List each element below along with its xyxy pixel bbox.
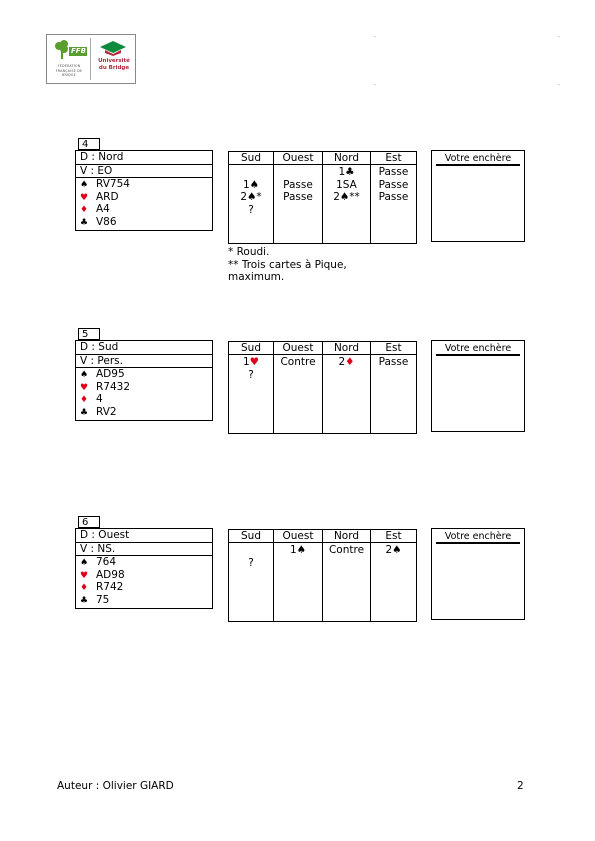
bid-column-sud	[229, 355, 274, 434]
header-dot: .	[374, 32, 376, 39]
bid-column-sud	[229, 165, 274, 244]
bid-entry: Contre	[280, 356, 316, 368]
deal-number: 5	[78, 328, 100, 340]
suit-cards: 4	[96, 393, 103, 405]
hand-suit-row	[76, 381, 212, 394]
bid-column-ouest	[274, 355, 323, 434]
bid-entry	[229, 544, 273, 557]
vulnerability-label: V : Pers.	[76, 355, 212, 369]
vulnerability-label: V : NS.	[76, 543, 212, 557]
bid-column-nord	[323, 165, 371, 244]
universite-logo-icon	[99, 40, 127, 56]
bidding-table	[228, 151, 417, 244]
bid-header-ouest: Ouest	[274, 530, 323, 543]
vulnerability-label: V : EO	[76, 165, 212, 179]
hand-suit-row	[76, 594, 212, 607]
logo	[46, 34, 136, 84]
suit-cards: AD95	[96, 368, 125, 380]
bid-entry: Passe	[378, 356, 409, 368]
bid-header-nord: Nord	[323, 152, 371, 165]
bid-entry: Passe	[378, 166, 409, 178]
bid-entry: 1♣	[338, 166, 355, 178]
bid-entry: 2♠	[385, 544, 402, 556]
footer-author: Auteur : Olivier GIARD	[57, 780, 174, 792]
diamond-icon: ♦	[80, 395, 89, 405]
suit-cards: R742	[96, 581, 124, 593]
bid-column-ouest	[274, 543, 323, 622]
bid-header-ouest: Ouest	[274, 342, 323, 355]
suit-cards: A4	[96, 203, 110, 215]
bid-entry: Passe	[283, 178, 313, 191]
hand-box	[75, 340, 213, 421]
bid-entry: Passe	[378, 191, 409, 203]
club-icon: ♣	[80, 407, 89, 418]
suit-cards: AD98	[96, 568, 125, 581]
bid-header-est: Est	[371, 342, 417, 355]
bid-header-nord: Nord	[323, 530, 371, 543]
hand-suit-row	[76, 178, 212, 191]
hand-suit-row	[76, 203, 212, 216]
hand-box	[75, 150, 213, 231]
bid-column-est	[371, 165, 417, 244]
bid-column-nord	[323, 355, 371, 434]
hand-suit-row	[76, 368, 212, 381]
bidding-table	[228, 529, 417, 622]
bid-header-est: Est	[371, 530, 417, 543]
ffb-logo-text: FFB	[71, 47, 86, 55]
deal-number: 6	[78, 516, 100, 528]
header-dot: .	[374, 80, 376, 87]
bid-column-est	[371, 355, 417, 434]
bid-entry: Passe	[283, 191, 313, 203]
bid-entry	[229, 166, 273, 179]
answer-box[interactable]	[431, 528, 525, 620]
suit-cards: V86	[96, 215, 117, 228]
ffb-logo-subtitle: FÉDÉRATION FRANÇAISE DE BRIDGE	[55, 64, 83, 77]
bid-header-nord: Nord	[323, 342, 371, 355]
bid-column-ouest	[274, 165, 323, 244]
page-number: 2	[517, 780, 524, 792]
heart-icon: ♥	[80, 192, 89, 203]
dealer-label: D : Sud	[76, 341, 212, 355]
bid-column-est	[371, 543, 417, 622]
suit-cards: 75	[96, 593, 110, 606]
heart-icon: ♥	[80, 382, 89, 393]
club-icon: ♣	[80, 595, 89, 606]
note-line: maximum.	[228, 271, 285, 283]
dealer-label: D : Ouest	[76, 529, 212, 543]
suit-cards: R7432	[96, 380, 131, 393]
club-icon: ♣	[80, 217, 89, 228]
answer-box[interactable]	[431, 340, 525, 432]
header-dot: .	[558, 32, 560, 39]
header-dot: .	[558, 80, 560, 87]
suit-cards: RV2	[96, 405, 117, 418]
answer-label: Votre enchère	[436, 343, 520, 356]
bid-entry: 1SA	[336, 178, 357, 191]
hand-suit-row	[76, 569, 212, 582]
bid-entry: Contre	[328, 544, 365, 556]
spade-icon: ♠	[80, 558, 89, 568]
answer-label: Votre enchère	[436, 531, 520, 544]
hand-suit-row	[76, 581, 212, 594]
diamond-icon: ♦	[80, 205, 89, 215]
bid-column-nord	[323, 543, 371, 622]
bid-entry: Passe	[378, 178, 409, 191]
suit-cards: ARD	[96, 190, 119, 203]
spade-icon: ♠	[80, 180, 89, 190]
bid-header-ouest: Ouest	[274, 152, 323, 165]
dealer-label: D : Nord	[76, 151, 212, 165]
bid-header-sud: Sud	[229, 152, 274, 165]
deal-number: 4	[78, 138, 100, 150]
diamond-icon: ♦	[80, 583, 89, 593]
bid-entry: 2♦	[338, 356, 355, 368]
note-line: * Roudi.	[228, 246, 270, 258]
answer-box[interactable]	[431, 150, 525, 242]
bid-column-sud	[229, 543, 274, 622]
universite-logo-text: Université du Bridge	[98, 58, 130, 71]
answer-label: Votre enchère	[436, 153, 520, 166]
bid-entry: 1♠	[289, 544, 307, 556]
suit-cards: 764	[96, 556, 117, 568]
spade-icon: ♠	[80, 370, 89, 380]
bid-entry: 2♠*	[240, 191, 262, 203]
hand-suit-row	[76, 406, 212, 419]
bidding-table	[228, 341, 417, 434]
hand-suit-row	[76, 393, 212, 406]
heart-icon: ♥	[80, 570, 89, 581]
note-line: ** Trois cartes à Pique,	[228, 258, 347, 271]
bid-entry: 1♠	[242, 178, 260, 191]
bidding-notes	[228, 246, 347, 284]
hand-suit-row	[76, 556, 212, 569]
suit-cards: RV754	[96, 178, 130, 190]
bid-entry: 1♥	[242, 356, 260, 368]
bid-entry: 2♠**	[333, 191, 360, 203]
hand-box	[75, 528, 213, 609]
bid-entry: ?	[248, 556, 254, 569]
bid-entry: ?	[248, 203, 254, 216]
bid-header-sud: Sud	[229, 530, 274, 543]
hand-suit-row	[76, 216, 212, 229]
bid-entry	[274, 166, 322, 179]
bid-header-est: Est	[371, 152, 417, 165]
bid-entry: ?	[248, 368, 254, 381]
hand-suit-row	[76, 191, 212, 204]
bid-header-sud: Sud	[229, 342, 274, 355]
